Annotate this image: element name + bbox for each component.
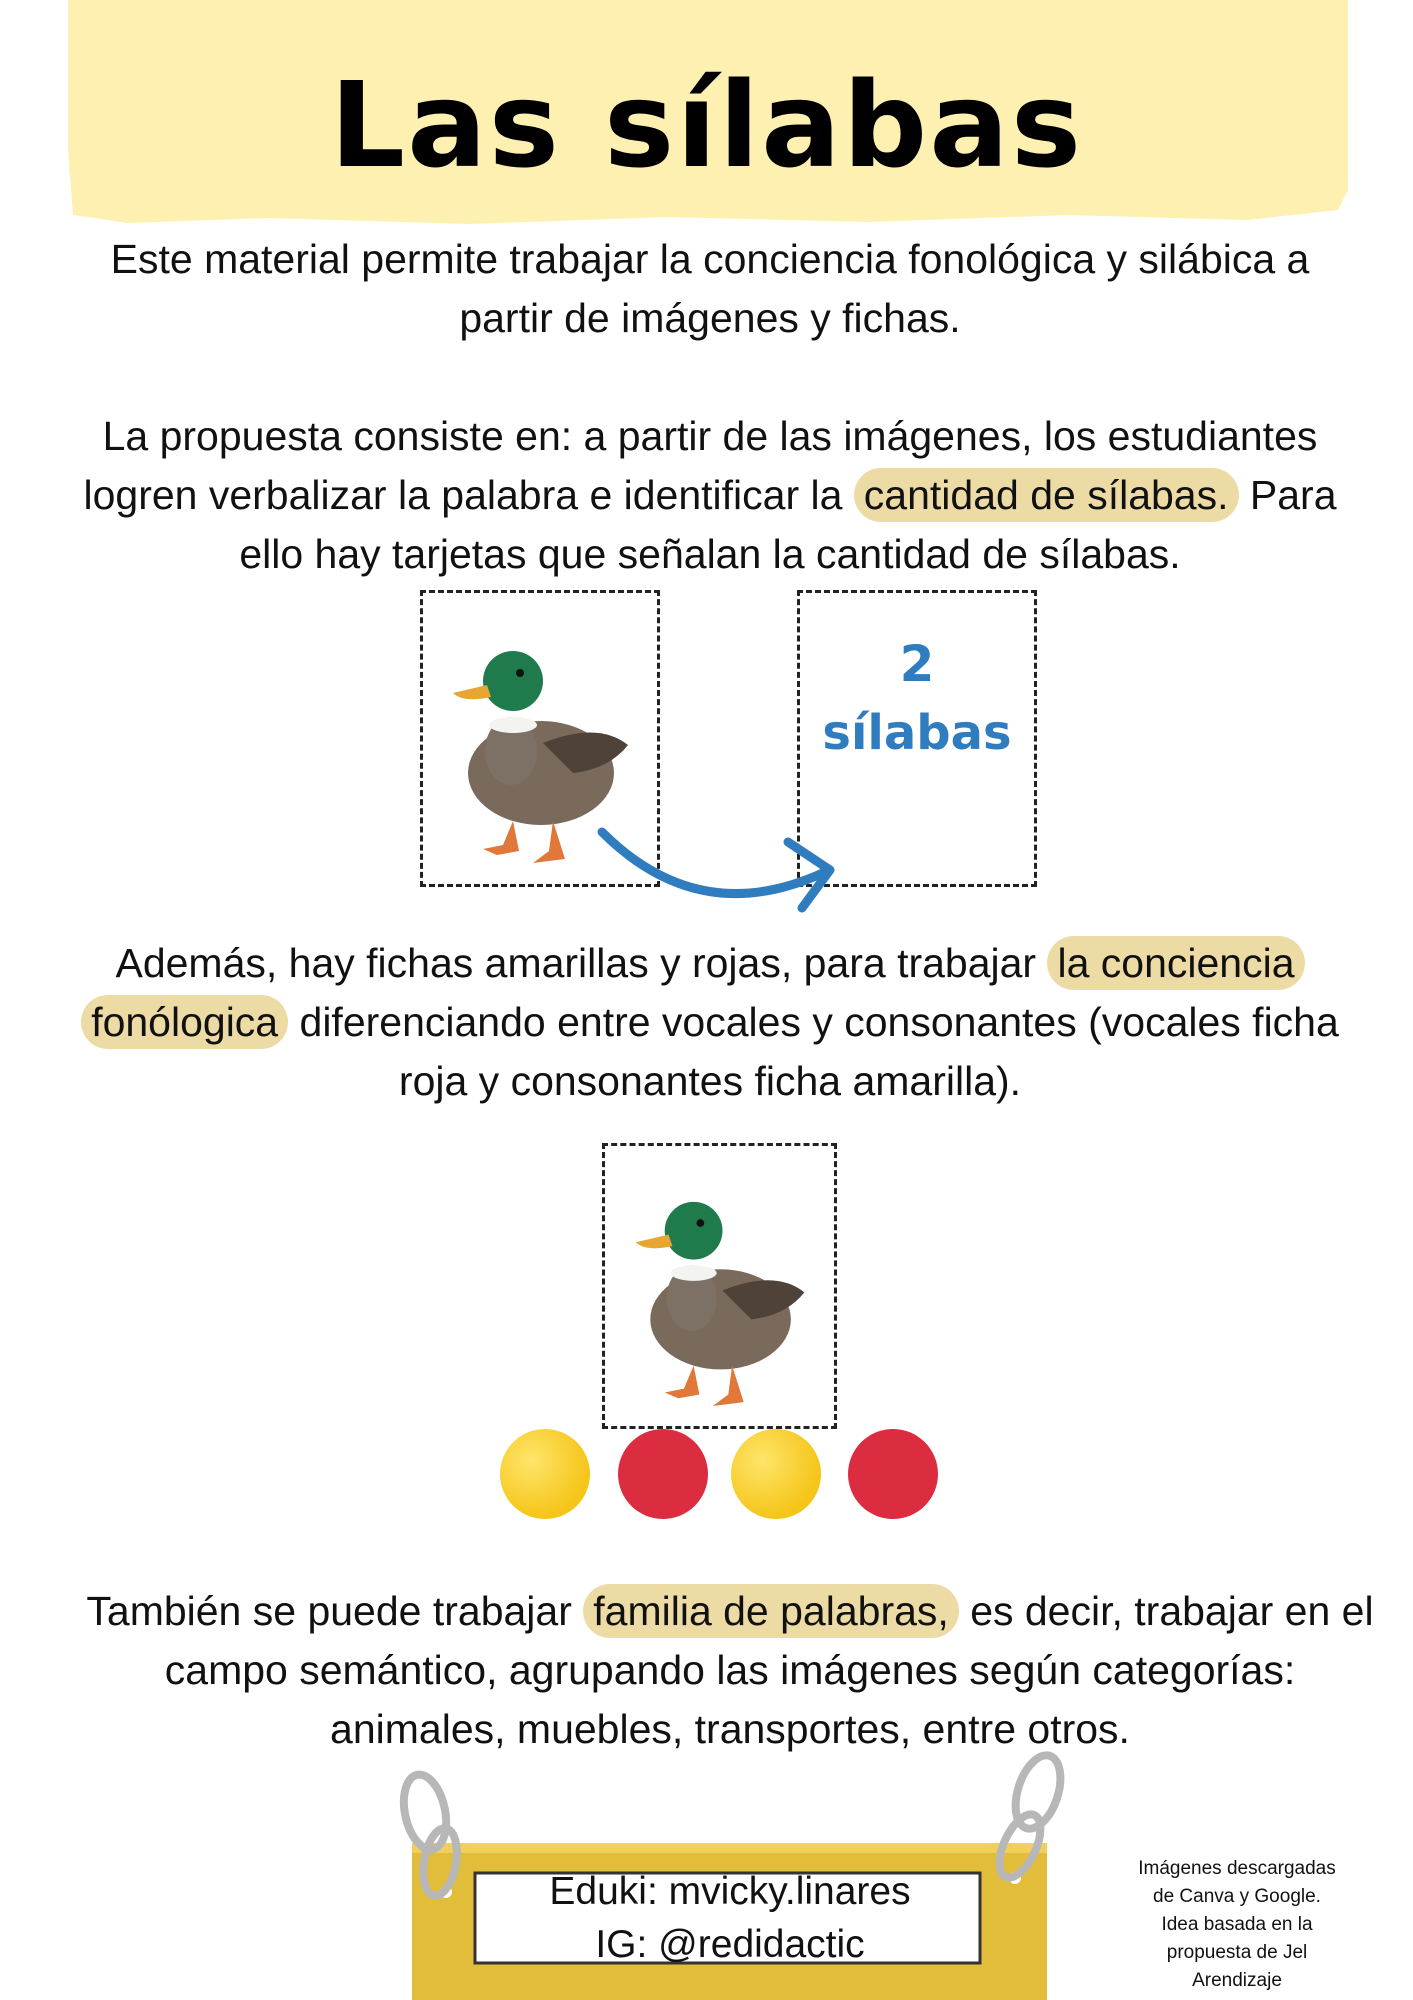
highlight-cantidad-silabas: cantidad de sílabas. — [854, 468, 1239, 522]
eduki-handle: Eduki: mvicky.linares — [549, 1870, 911, 1913]
syllable-number: 2 — [899, 635, 935, 693]
credits-line-2: de Canva y Google. — [1153, 1886, 1321, 1907]
proposal-line-2-post: Para — [1238, 472, 1337, 518]
image-credits — [1102, 1855, 1372, 1995]
page-title: Las sílabas — [329, 56, 1084, 194]
highlight-conciencia: la conciencia — [1047, 936, 1304, 990]
family-line-2: campo semántico, agrupando las imágenes según categorías: — [164, 1647, 1296, 1693]
fichas-line-3: roja y consonantes ficha amarilla). — [398, 1058, 1022, 1104]
family-line-3: animales, muebles, transportes, entre otros. — [330, 1706, 1130, 1752]
proposal-line-3: ello hay tarjetas que señalan la cantidad de sílabas. — [239, 531, 1181, 577]
syllable-word: sílabas — [822, 705, 1012, 761]
fichas-line-2-post: diferenciando entre vocales y consonantes (vocales ficha — [288, 999, 1339, 1045]
credits-line-5: Arendizaje — [1192, 1970, 1282, 1991]
family-line-1-post: es decir, trabajar en el — [958, 1588, 1374, 1634]
credits-line-3: Idea basada en la — [1161, 1914, 1313, 1935]
proposal-line-1: La propuesta consiste en: a partir de las imágenes, los estudiantes — [102, 413, 1318, 459]
highlight-fonologica: fonólogica — [81, 995, 288, 1049]
instagram-handle: IG: @redidactic — [595, 1923, 865, 1966]
credits-line-4: propuesta de Jel — [1166, 1942, 1308, 1963]
proposal-line-2-pre: logren verbalizar la palabra e identificar la — [83, 472, 854, 518]
fichas-line-1-pre: Además, hay fichas amarillas y rojas, para trabajar — [115, 940, 1048, 986]
credits-line-1: Imágenes descargadas — [1138, 1858, 1336, 1879]
intro-line-2: partir de imágenes y fichas. — [459, 295, 961, 341]
intro-line-1: Este material permite trabajar la conciencia fonológica y silábica a — [110, 236, 1310, 282]
highlight-familia-palabras: familia de palabras, — [583, 1584, 959, 1638]
family-line-1-pre: También se puede trabajar — [86, 1588, 584, 1634]
